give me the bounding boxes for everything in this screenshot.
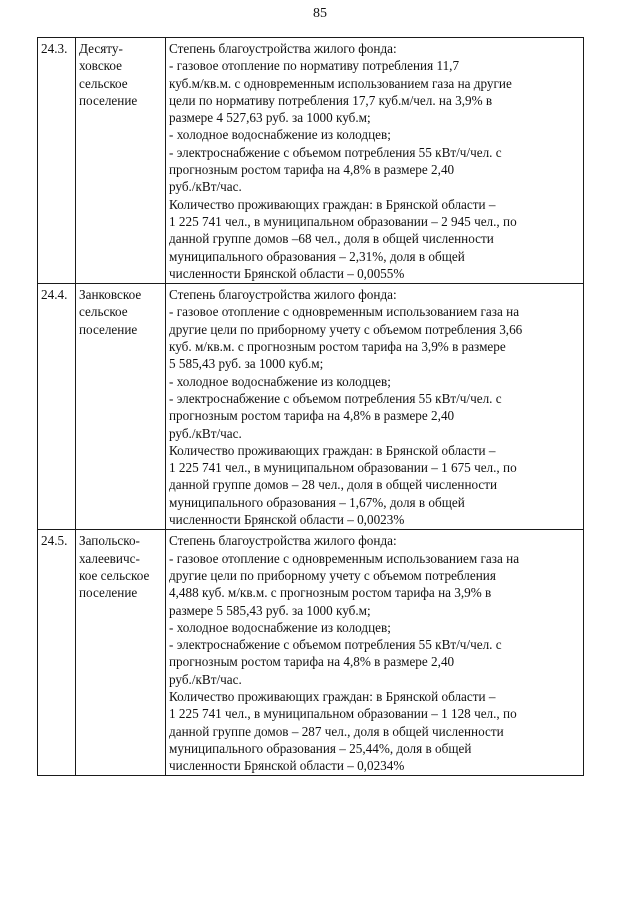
settlement-name-line: поселение [79,321,138,337]
description-line: 1 225 741 чел., в муниципальном образовании – 1 675 чел., по [169,460,517,476]
settlements-table [37,37,584,776]
row-number: 24.4. [38,284,76,530]
settlement-name-cell [76,284,166,530]
description-line: - холодное водоснабжение из колодцев; [169,373,391,389]
table-row [38,530,584,776]
description-line: - газовое отопление по нормативу потребления 11,7 [169,58,460,74]
description-line: - холодное водоснабжение из колодцев; [169,127,391,143]
settlement-name-line: ховское [79,58,123,74]
description-line: 1 225 741 чел., в муниципальном образовании – 1 128 чел., по [169,706,517,722]
description-line: - газовое отопление с одновременным использованием газа на [169,550,520,566]
description-line: Количество проживающих граждан: в Брянской области – [169,442,496,458]
description-line: другие цели по приборному учету с объемом потребления [169,567,496,583]
description-line: численности Брянской области – 0,0055% [169,265,405,281]
settlement-name-line: сельское [79,75,128,91]
description-line: другие цели по приборному учету с объемом потребления 3,66 [169,321,523,337]
description-line: муниципального образования – 1,67%, доля в общей [169,494,465,510]
description-line: - электроснабжение с объемом потребления 55 кВт/ч/чел. с [169,637,502,653]
settlement-name-line: халеевичс- [79,550,140,566]
description-line: прогнозным ростом тарифа на 4,8% в размере 2,40 [169,162,455,178]
description-line: - электроснабжение с объемом потребления 55 кВт/ч/чел. с [169,390,502,406]
description-line: Степень благоустройства жилого фонда: [169,41,397,56]
description-line: 4,488 куб. м/кв.м. с прогнозным ростом тарифа на 3,9% в [169,585,492,601]
description-line: руб./кВт/час. [169,179,242,195]
description-line: размере 5 585,43 руб. за 1000 куб.м; [169,602,371,618]
description-line: руб./кВт/час. [169,425,242,441]
table-row [38,284,584,530]
table-body [38,38,584,776]
settlement-name-line: Запольско- [79,533,140,549]
description-line: численности Брянской области – 0,0023% [169,512,405,528]
description-line: прогнозным ростом тарифа на 4,8% в размере 2,40 [169,408,455,424]
settlement-name-line: поселение [79,92,138,108]
page-number: 85 [313,6,327,21]
description-line: куб.м/кв.м. с одновременным использованием газа на другие [169,75,512,91]
description-line: - газовое отопление с одновременным использованием газа на [169,304,520,320]
description-line: руб./кВт/час. [169,671,242,687]
settlement-name-line: кое сельское [79,567,150,583]
description-line: - холодное водоснабжение из колодцев; [169,619,391,635]
description-line: муниципального образования – 2,31%, доля в общей [169,248,465,264]
description-line: 5 585,43 руб. за 1000 куб.м; [169,356,324,372]
housing-description-cell [166,38,584,284]
description-line: цели по нормативу потребления 17,7 куб.м/чел. на 3,9% в [169,92,493,108]
description-line: прогнозным ростом тарифа на 4,8% в размере 2,40 [169,654,455,670]
description-line: данной группе домов – 287 чел., доля в общей численности [169,723,504,739]
settlement-name-line: Десяту- [79,41,123,56]
description-line: Степень благоустройства жилого фонда: [169,287,397,303]
table-row [38,38,584,284]
settlement-name-cell [76,38,166,284]
description-line: данной группе домов – 28 чел., доля в общей численности [169,477,498,493]
settlement-name-line: поселение [79,585,138,601]
description-line: 1 225 741 чел., в муниципальном образовании – 2 945 чел., по [169,213,517,229]
description-line: Количество проживающих граждан: в Брянской области – [169,196,496,212]
housing-description-cell [166,530,584,776]
settlement-name-line: Занковское [79,287,142,303]
description-line: Степень благоустройства жилого фонда: [169,533,397,549]
housing-description-cell [166,284,584,530]
settlement-name-cell [76,530,166,776]
description-line: Количество проживающих граждан: в Брянской области – [169,688,496,704]
description-line: куб. м/кв.м. с прогнозным ростом тарифа на 3,9% в размере [169,339,506,355]
description-line: данной группе домов –68 чел., доля в общей численности [169,231,494,247]
row-number: 24.3. [38,38,76,284]
description-line: размере 4 527,63 руб. за 1000 куб.м; [169,110,371,126]
row-number: 24.5. [38,530,76,776]
description-line: численности Брянской области – 0,0234% [169,758,405,774]
description-line: - электроснабжение с объемом потребления 55 кВт/ч/чел. с [169,144,502,160]
settlement-name-line: сельское [79,304,128,320]
description-line: муниципального образования – 25,44%, доля в общей [169,740,472,756]
